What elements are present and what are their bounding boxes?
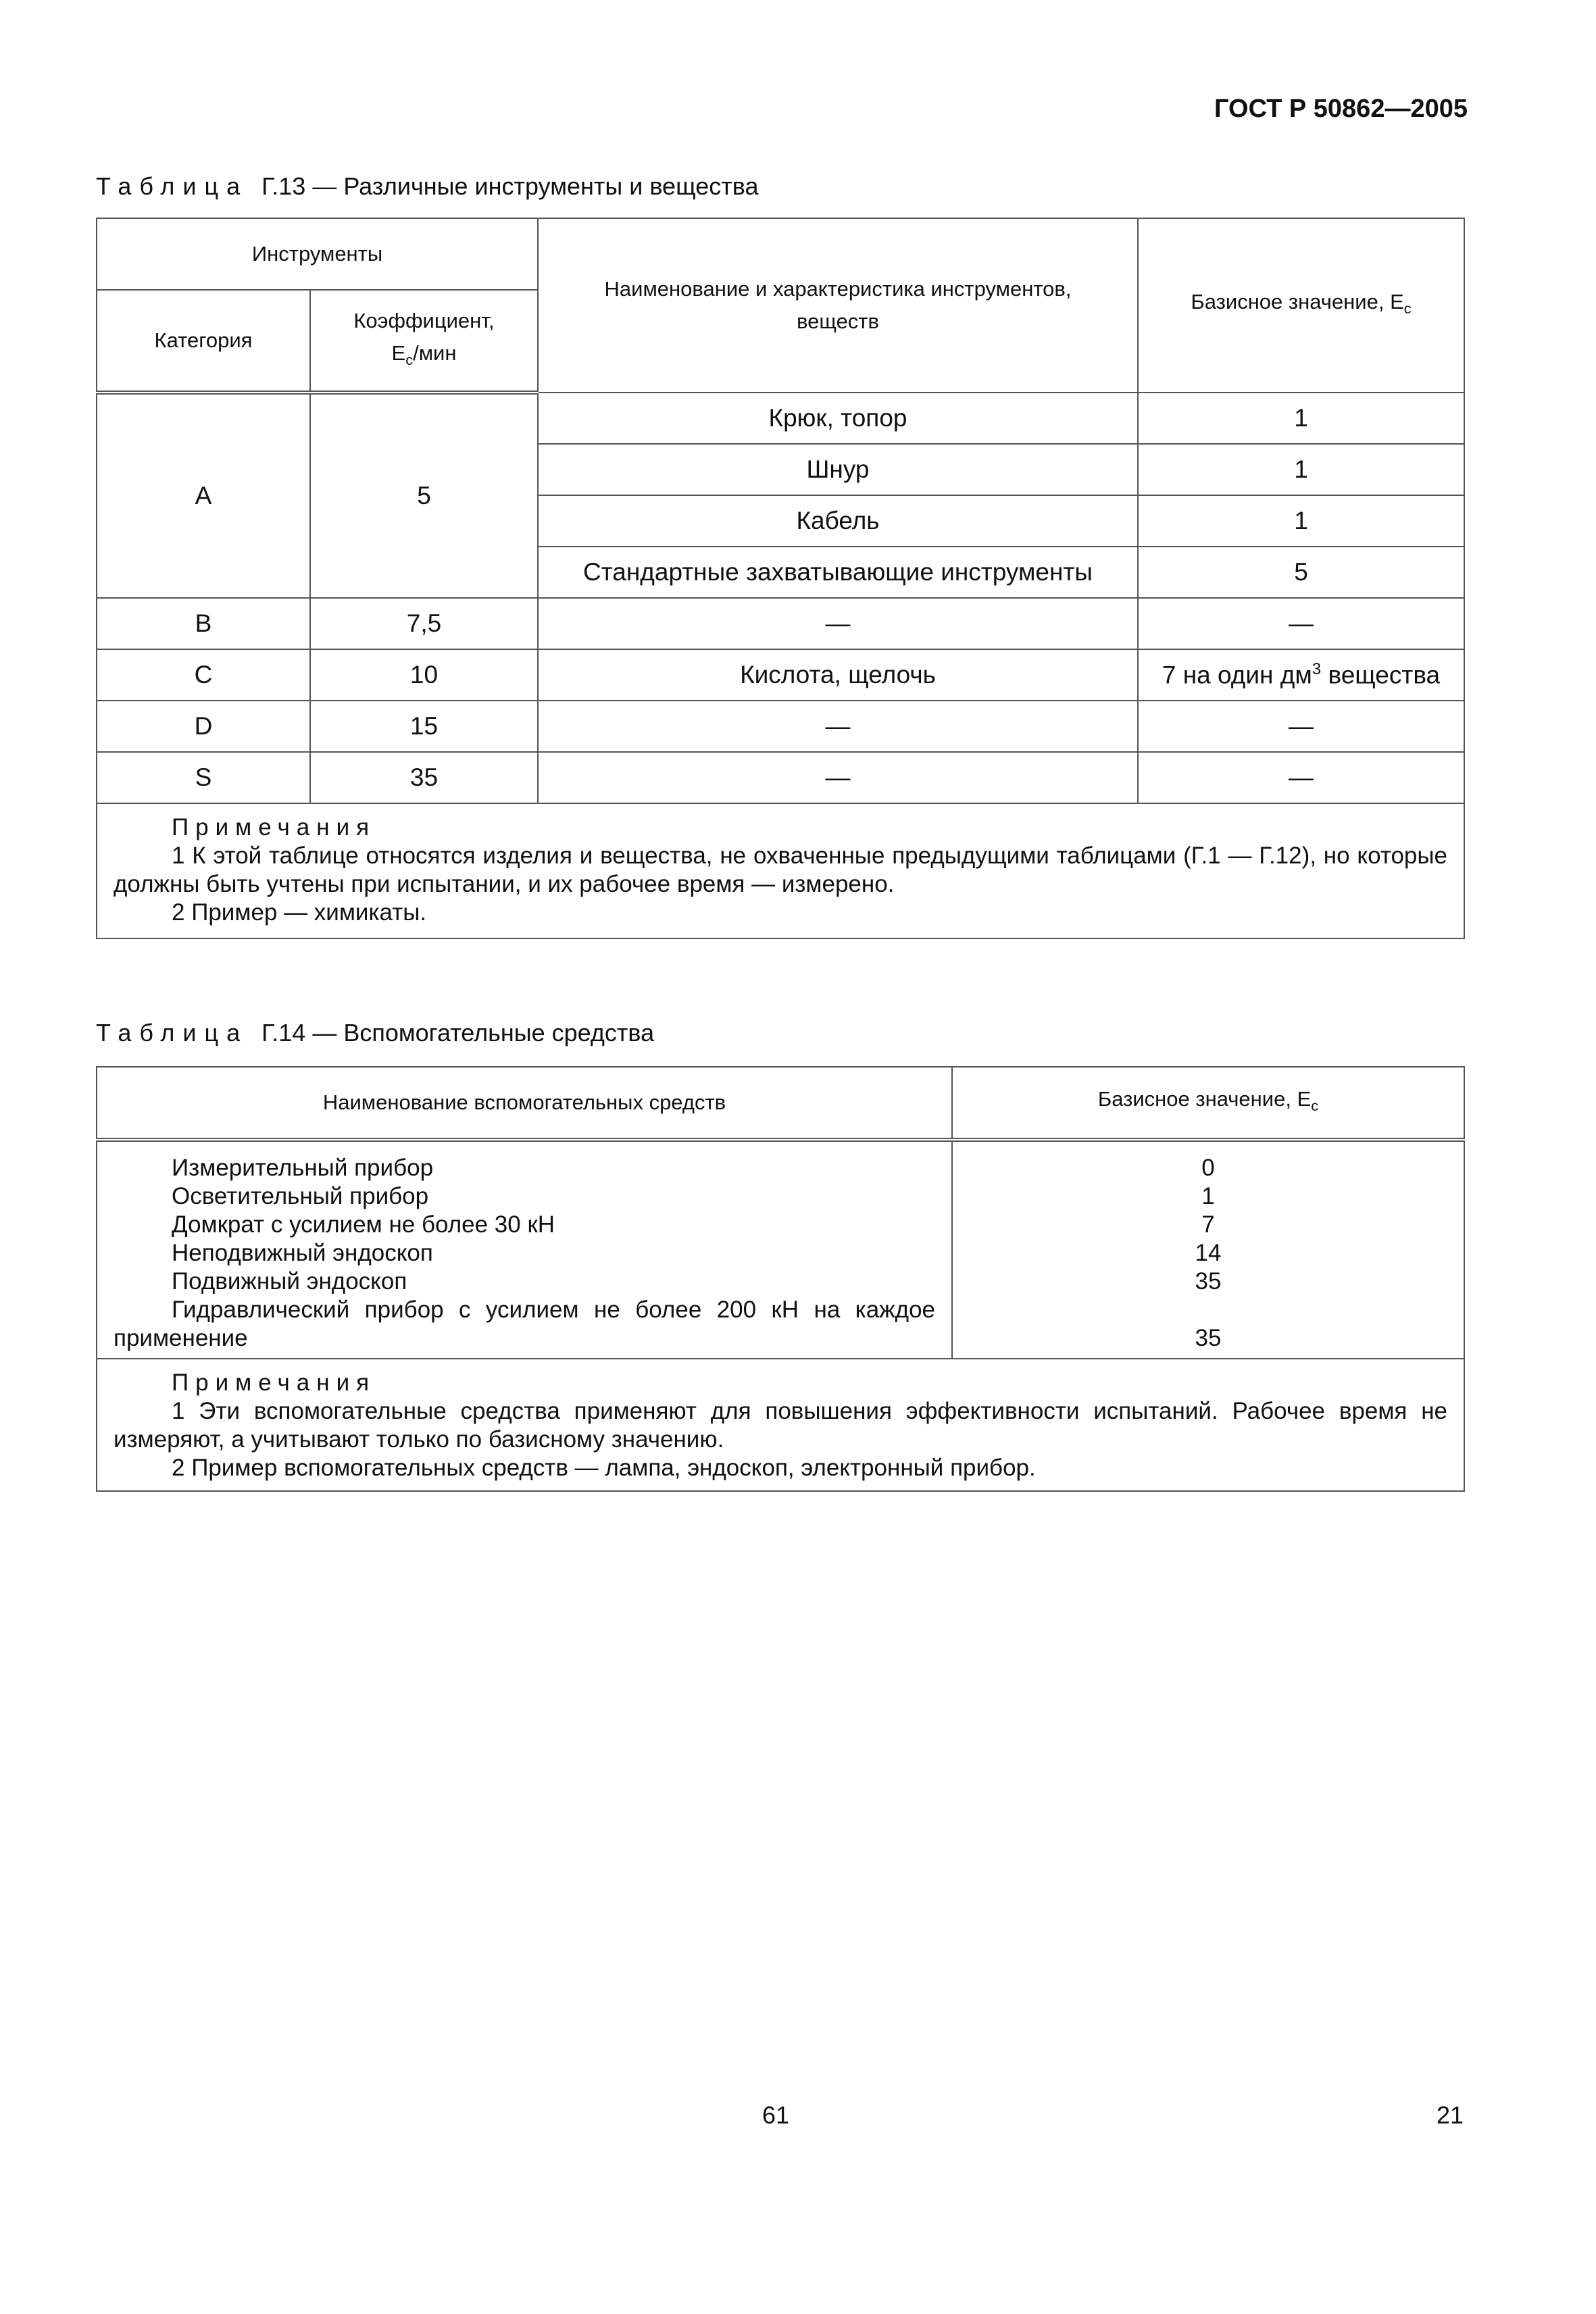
table13-notes [97, 803, 1464, 938]
list-item: Подвижный эндоскоп [172, 1268, 407, 1294]
list-value: 35 [1195, 1268, 1222, 1294]
table13-header-row-1 [97, 218, 1464, 290]
table-row [97, 598, 1464, 649]
header-basis [1138, 218, 1464, 393]
list-value: 35 [1195, 1325, 1222, 1351]
header-coefficient-sub: c [405, 351, 414, 369]
header-coefficient-unit: /мин [413, 341, 457, 365]
list-item: Неподвижный эндоскоп [172, 1240, 433, 1266]
header-basis-label: Базисное значение, E [1191, 289, 1404, 313]
header-basis-sub: c [1403, 300, 1412, 318]
value-tail: вещества [1321, 661, 1441, 689]
table13-caption-text: Г.13 — Различные инструменты и вещества [261, 172, 759, 200]
table13 [96, 218, 1465, 939]
aux-values-cell [952, 1140, 1464, 1359]
header-aux-basis-label: Базисное значение, E [1097, 1086, 1312, 1111]
standard-designation: ГОСТ Р 50862—2005 [1214, 95, 1468, 123]
name-cell: Шнур [538, 444, 1138, 495]
table13-caption [96, 172, 759, 201]
name-cell: Кабель [538, 495, 1138, 547]
aux-names-cell [97, 1140, 952, 1359]
table-row [97, 393, 1464, 444]
value-sup: 3 [1312, 660, 1322, 679]
coefficient-cell: 7,5 [310, 598, 538, 649]
header-aux-name: Наименование вспомогательных средств [97, 1067, 952, 1140]
table14-header-row [97, 1067, 1464, 1140]
header-name: Наименование и характеристика инструментов, веществ [538, 218, 1138, 393]
table13-notes-row [97, 803, 1464, 938]
category-cell: B [97, 598, 310, 649]
table-row [97, 752, 1464, 803]
name-cell: Стандартные захватывающие инструменты [538, 547, 1138, 598]
name-cell: — [538, 598, 1138, 649]
header-coefficient-e: E [391, 341, 406, 365]
category-cell: C [97, 649, 310, 701]
notes-title: Примечания [172, 814, 376, 840]
category-cell: S [97, 752, 310, 803]
value-cell: 1 [1138, 495, 1464, 547]
table13-caption-prefix: Таблица [96, 172, 249, 200]
category-cell: A [97, 393, 310, 598]
notes-title: Примечания [172, 1369, 376, 1396]
header-coefficient-label: Коэффициент, [353, 308, 495, 332]
list-item: Осветительный прибор [172, 1183, 429, 1209]
table14-caption [96, 1019, 654, 1047]
list-item: Измерительный прибор [172, 1155, 434, 1181]
table14-caption-prefix: Таблица [96, 1019, 249, 1047]
table14-notes [97, 1359, 1464, 1491]
table-row [97, 649, 1464, 701]
value-cell [1138, 649, 1464, 701]
table-row [97, 701, 1464, 752]
coefficient-cell: 35 [310, 752, 538, 803]
table14-caption-text: Г.14 — Вспомогательные средства [261, 1019, 655, 1047]
name-cell: — [538, 701, 1138, 752]
header-coefficient [310, 290, 538, 393]
table14 [96, 1066, 1465, 1492]
note-item: 2 Пример вспомогательных средств — лампа, эндоскоп, электронный прибор. [172, 1455, 1036, 1481]
note-item: 2 Пример — химикаты. [172, 899, 427, 926]
value-cell: 1 [1138, 444, 1464, 495]
value-cell: 1 [1138, 393, 1464, 444]
value-cell: — [1138, 752, 1464, 803]
header-aux-basis [952, 1067, 1464, 1140]
header-category: Категория [97, 290, 310, 393]
header-aux-basis-sub: c [1311, 1097, 1319, 1115]
name-cell: Кислота, щелочь [538, 649, 1138, 701]
coefficient-cell: 15 [310, 701, 538, 752]
list-value: 7 [1201, 1211, 1215, 1238]
name-cell: — [538, 752, 1138, 803]
center-page-number: 61 [762, 2101, 790, 2129]
header-instruments: Инструменты [97, 218, 538, 290]
list-item: Гидравлический прибор с усилием не более 200 кН на каждое применение [114, 1297, 935, 1351]
note-item: 1 Эти вспомогательные средства применяют для повышения эффективности испытаний. Рабочее время не измеряют, а учитывают только по базисному значению. [114, 1398, 1447, 1453]
value-cell: 5 [1138, 547, 1464, 598]
note-item: 1 К этой таблице относятся изделия и вещества, не охваченные предыдущими таблицами (Г.1 — Г.12), но которые должны быть учтены при испытании, и их рабочее время — измерено. [114, 842, 1448, 897]
value-main: 7 на один дм [1162, 661, 1312, 689]
list-value: 14 [1195, 1240, 1222, 1266]
value-cell: — [1138, 598, 1464, 649]
table14-notes-row [97, 1359, 1464, 1491]
page-number: 21 [1436, 2101, 1464, 2129]
coefficient-cell: 10 [310, 649, 538, 701]
name-cell: Крюк, топор [538, 393, 1138, 444]
value-cell: — [1138, 701, 1464, 752]
list-value: 0 [1201, 1155, 1215, 1181]
category-cell: D [97, 701, 310, 752]
list-item: Домкрат с усилием не более 30 кН [172, 1211, 555, 1238]
list-value: 1 [1201, 1183, 1215, 1209]
table14-body-row [97, 1140, 1464, 1359]
coefficient-cell: 5 [310, 393, 538, 598]
